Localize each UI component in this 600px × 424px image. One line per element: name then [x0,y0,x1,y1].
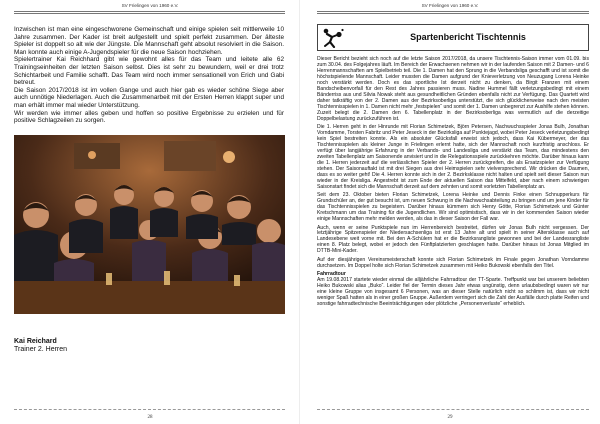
paragraph: Wir werden wie immer alles geben und hoffen so positive Ergebnisse zu erzielen und für positive Schlagzeilen zu sorgen. [14,109,284,125]
left-running-head: SV Frielingen von 1960 e.V. [121,3,179,8]
paragraph: Seit dem 23. Oktober bieten Florian Schimetzek, Lorena Heinke und Dennis Finke einen Schnupperkurs für Grundschüler an, der gut besucht ist, um neuen Schwung in die Nachwuchsabteilung zu bringen und um jene Kinder für das Tischtennisspielen zu begeistern. Darüber hinaus kümmern sich Henry Götte, Florian Schimetzek und Günter Kretschmann um das Training für die Jugendlichen. Wir sind optimistisch, dass wir in der kommenden Saison wieder einige Mannschaften mehr melden werden, als das in dieser Saison der Fall war. [317,192,589,222]
team-photo [14,135,285,314]
paragraph: Spielertrainer Kai Reichhard gibt wie gewohnt alles für das Team und leitete alle 62 Trainingseinheiten der letzten Saison selbst. Dies ist sehr zu bewundern, weil er drei trotz Schichtarbeit und Familie schafft. Das Team wird noch immer sensationell von Erich und Gabi betreut. [14,56,284,87]
subheading: Fahrradtour [317,271,346,278]
caption-role: Trainer 2. Herren [14,346,68,354]
page-number: 29 [447,415,453,420]
right-running-head: SV Frielingen von 1960 e.V. [421,3,479,8]
section-title: Spartenbericht Tischtennis [410,32,526,42]
photo-caption [14,338,67,354]
paragraph: Die 1. Herren geht in der Hinrunde mit Florian Schimetzek, Björn Petersen, Nachwuchsspieler Jonas Bulh, Jonathan Vorndamme, Torsten Fabritz und Peter Jeseck in der Bezirksliga auf Punktejagd, wobei Peter Jeseck verletzungsbedingt kein Spiel bestreiten konnte. Als ein absoluter Glücksfall erweist sich jedoch, dass Kai Kübermeyer, der das Tischtennisspielen als kleiner Junge in Frielingen erlernt hatte, sich der Mannschaft noch kurzfristig anschloss. Er verfügt über langjährige Erfahrung in der Verbands- und Landesliga und verstärkt das Team, das mindestens den zweiten Tabellenplatz am Saisonende anvisiert und in die Relegationsspiele zurückkehren möchte. Darüber hinaus kann die 1. Herren jederzeit auf die verlässlichen Spieler der 2. Herren zurückgreifen, die als Ersatzspieler zur Verfügung stehen. Der Saisonauftakt ist mit drei Siegen aus drei Heimspielen sehr vielversprechend. Wir drücken die Daumen, dass es so weiter geht! Die 4. Herren konnte sich in der 2. Bezirksklasse nicht halten und spielt seit dieser Saison nun wieder in der Kreisliga. Angestrebt ist zum Ende der aktuellen Saison das Mittelfeld, aber nach einem schwierigen Saisonstart findet sich die Mannschaft derzeit auf dem zehnten und somit vorletzten Tabellenplatz an. [317,124,589,190]
paragraph: Die Saison 2017/2018 ist im vollen Gange und auch hier gab es wieder schöne Siege aber auch unnötige Niederlagen. Auch die Zusammenarbeit mit der Ersten Herren klappt super und man erhält immer mal wieder Unterstützung. [14,86,284,109]
header-rule [14,13,285,14]
team-photo-illustration [14,135,285,314]
right-page [300,0,600,424]
paragraph: Auf der diesjährigen Vereinsmeisterschaft konnte sich Florian Schimetzek im Finale gegen Jonathan Vorndamme durchsetzen. Im Doppel holte sich Florian Schimetzek zusammen mit Heiko Bukowski ebenfalls den Titel. [317,256,589,269]
paragraph: Am 19.08.2017 startete wieder einmal die alljährliche Fahrradtour der TT-Sparte. Treffpunkt war bei unserem beliebten Heiko Bukowski alias „Buko“. Leider fiel der Termin dieses Jahr etwas ungünstig, denn urlaubsbedingt waren wir nur eine kleine Gruppe von insgesamt 6 Personen, was an dieser Stelle natürlich nicht so schlimm ist, dass wir nicht weniger Spaß hatten als in einer großen Gruppe. Außerdem verringert sich die Zahl der Ausfälle durch platte Reifen und sonstige fahrradtechnische Beeinträchtigungen oder plötzliche „Personenverluste“ erheblich. [317,277,589,308]
paragraph: Dieser Bericht bezieht sich noch auf die letzte Saison 2017/2018, da unsere Tischtennis-Saison immer vom 01.09. bis zum 30.04. des Folgejahres läuft. Im Bereich der Erwachsenen nehmen wir in der laufenden Saison mit 2 Damen- und 6 Herrenmannschaften am Spielbetrieb teil. Die 1. Damen hat den Sprung in die Verbandsliga geschafft und ist somit die höchstspielende Mannschaft. Leider mussten die Damen aufgrund der Knieverletzung von Neuzugang Lorena Heinke noch verstärkt werden. Doch es das sportliche Ist derzeit nicht zu denken, da Birgit Franzen mit einem Bandscheibenvorfall für den Rest des Jahres passieren muss. Nadine Hummel fällt verletzungsbedingt mit einem Bänderriss aus und Silvia Nowak steht aus gesundheitlichen Gründen ebenfalls nicht zur Verfügung. Das Quartett wird daher tatkräftig von der 2. Damen aus der Bezirksoberliga unterstützt, die sich glücklicherweise nach den meisten Tischtennisspielen in 1. Damen nicht mehr „festspielen“ und somit der 1. Damen unbegrenzt zur Aushilfe stehen können. Zuzeit belegt die 2. Damen den 6. Tabellenplatz in der Bezirksoberliga was vermutlich auf die derzeitige Doppelbelastung zurückzuführen ist. [317,56,589,122]
table-tennis-player-icon [321,27,345,48]
left-body-text [14,26,284,125]
caption-name: Kai Reichard [14,338,57,345]
paragraph: Inzwischen ist man eine eingeschworene Gemeinschaft und einige spielen seit mittlerweile 10 Jahre zusammen. Der Kader ist breit aufgestellt und spielt perfekt zusammen. Der älteste Spieler ist doppelt so alt wie der Jüngste. Die Mannschaft geht absolut resolviert in die Saison. Man konnte auch einige A-Jugendspieler für die neue Saison hochziehen. [14,26,284,56]
right-body-text [317,57,589,311]
footer-rule [14,409,285,410]
section-title-box [317,24,589,51]
page-number: 28 [147,415,153,420]
footer-rule [317,409,589,410]
paragraph: Auch, wenn er seine Punktspiele nun im Herrenbereich bestreitet, dürfen wir Jonas Bulh nicht vergessen. Der letztjährige Spitzenspieler der Niedersachsenliga ist erst 13 Jahre alt und spielt in seiner Altersklasse auch auf Landesebene weit vorne mit. Bei den A-Schülern hat er die Bezirksrangliste gewonnen und bei der Landesrangliste einen 8. Platz belegt, wobei er jedoch den Fünftplatzierten geschlagen hatte. Darüber hinaus ist Jonas Mitglied im DTTB-Mini-Kader. [317,224,589,255]
header-rule [317,13,589,14]
